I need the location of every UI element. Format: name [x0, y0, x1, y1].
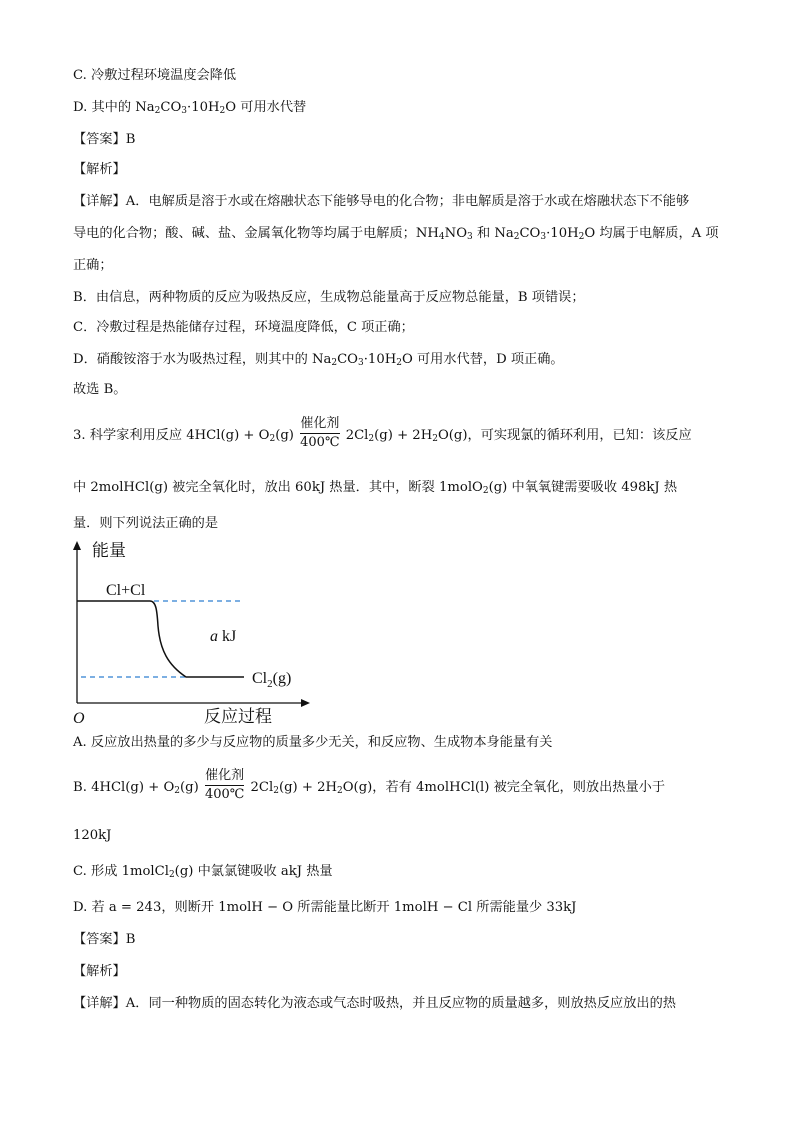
y-axis-label: 能量: [92, 541, 126, 561]
detail-line-4: B．由信息，两种物质的反应为吸热反应，生成物总能量高于反应物总能量，B 项错误；: [73, 290, 585, 305]
analysis-label-2: 【解析】: [73, 964, 126, 979]
reaction-condition: 催化剂 400℃: [300, 416, 340, 450]
option-c: C. 形成 1molCl$_2$(g) 中氯氯键吸收 akJ 热量: [73, 864, 333, 880]
bottom-level-label: $Cl_2(g)$: [252, 670, 292, 690]
detail-line-2: 导电的化合物；酸、碱、盐、金属氧化物等均属于电解质；$NH_4NO_3$ 和 $Na_2CO_3\cdot 10H_2O$ 均属于电解质，A 项: [73, 226, 719, 242]
analysis-label: 【解析】: [73, 162, 126, 177]
reaction-condition-b: 催化剂 400℃: [204, 768, 245, 802]
option-d: D. 若 a = 243，则断开 1molH − O 所需能量比断开 1molH − Cl 所需能量少 33kJ: [73, 900, 577, 915]
answer-label: 【答案】B: [73, 132, 136, 147]
origin-label: O: [73, 710, 85, 727]
question-3-line-2: 中 2molHCl(g) 被完全氧化时，放出 60kJ 热量．其中，断裂 1molO$_2$(g) 中氧氧键需要吸收 498kJ 热: [73, 480, 678, 496]
explanation-line-1: 【详解】A．同一种物质的固态转化为液态或气态时吸热，并且反应物的质量越多，则放热反应放出的热: [73, 996, 676, 1011]
option-b-line-1: B. $4HCl(g) + O_2(g)$ 催化剂 400℃ $2Cl_2(g) + 2H_2O(g)$，若有 4molHCl(l) 被完全氧化，则放出热量小于: [73, 768, 666, 802]
option-c-prev: C. 冷敷过程环境温度会降低: [73, 68, 237, 83]
option-d-prev: D. 其中的 $Na_2CO_3\cdot 10H_2O$ 可用水代替: [73, 100, 307, 116]
detail-line-7: 故选 B。: [73, 382, 127, 397]
question-3-line-1: 3. 科学家利用反应 $4HCl(g) + O_2(g)$ 催化剂 400℃ $2Cl_2(g) + 2H_2O(g)$，可实现氯的循环利用，已知：该反应: [73, 416, 692, 450]
energy-diagram: [68, 540, 318, 728]
detail-line-1: 【详解】A．电解质是溶于水或在熔融状态下能够导电的化合物；非电解质是溶于水或在熔融状态下不能够: [73, 194, 690, 209]
energy-label: a kJ: [210, 628, 237, 645]
answer-label-2: 【答案】B: [73, 932, 136, 947]
question-3-line-3: 量．则下列说法正确的是: [73, 516, 219, 531]
option-a: A. 反应放出热量的多少与反应物的质量多少无关，和反应物、生成物本身能量有关: [73, 735, 553, 750]
option-b-line-2: 120kJ: [73, 828, 112, 843]
x-axis-arrow: [301, 699, 310, 707]
y-axis-arrow: [73, 541, 81, 550]
detail-line-3: 正确；: [73, 258, 113, 273]
x-axis-label: 反应过程: [204, 707, 272, 727]
top-level-label: Cl+Cl: [106, 582, 146, 599]
detail-line-5: C．冷敷过程是热能储存过程，环境温度降低，C 项正确；: [73, 320, 414, 335]
detail-line-6: D．硝酸铵溶于水为吸热过程，则其中的 $Na_2CO_3\cdot 10H_2O$ 可用水代替，D 项正确。: [73, 352, 564, 368]
